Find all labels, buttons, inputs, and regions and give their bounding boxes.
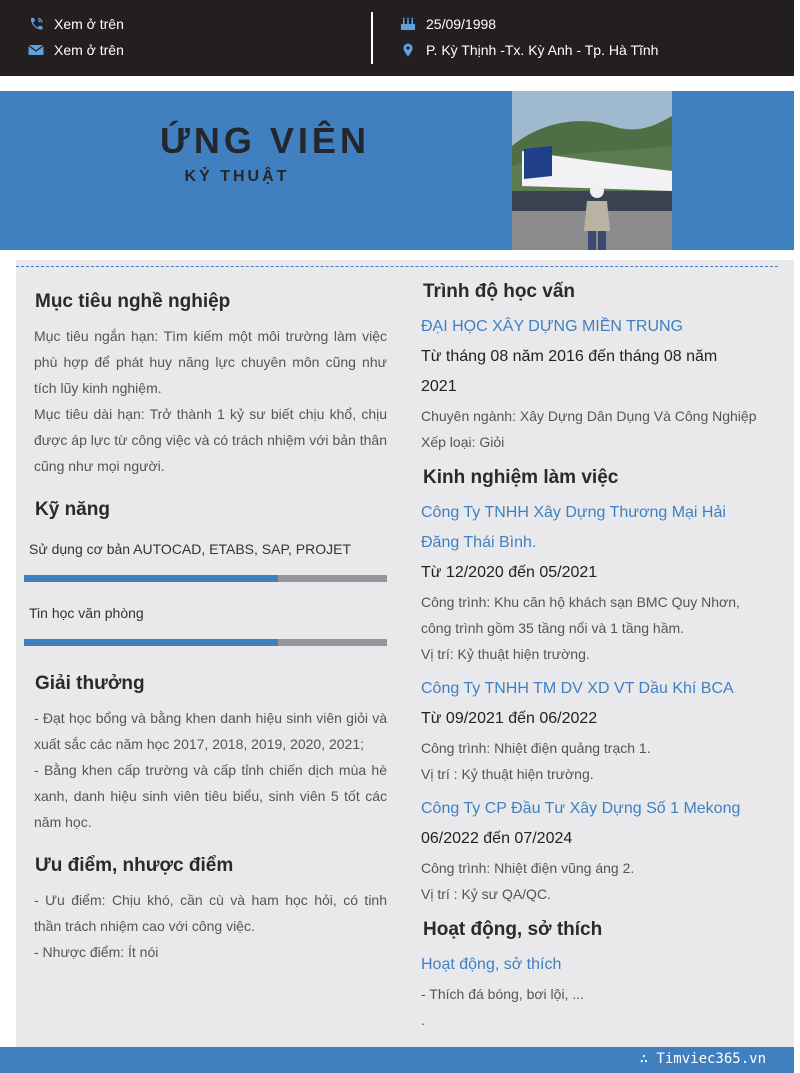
job-company: Công Ty CP Đầu Tư Xây Dựng Số 1 Mekong: [421, 800, 741, 817]
job-period: Từ 09/2021 đến 06/2022: [421, 710, 598, 727]
job-project: Công trình: Nhiệt điện vũng áng 2.: [421, 860, 635, 876]
hobbies-subtitle: Hoạt động, sở thích: [421, 956, 562, 973]
skill-level-bar: [24, 639, 387, 646]
address-text: P. Kỳ Thịnh -Tx. Kỳ Anh - Tp. Hà Tĩnh: [426, 42, 659, 58]
skill-name: Sử dụng cơ bản AUTOCAD, ETABS, SAP, PROJET: [29, 541, 352, 557]
hobbies-heading: Hoạt động, sở thích: [423, 919, 603, 940]
map-pin-icon: [400, 43, 416, 57]
contact-bar: [0, 0, 794, 76]
contact-birthday: [400, 16, 496, 32]
skill-name: Tin học văn phòng: [29, 605, 144, 621]
award-item: - Bằng khen cấp trường và cấp tỉnh chiến dịch mùa hè xanh, danh hiệu sinh viên tiêu biểu, sinh viên 5 tốt các năm học.: [34, 762, 387, 830]
job-period: Từ 12/2020 đến 05/2021: [421, 564, 598, 581]
job-role: Vị trí: Kỷ thuật hiện trường.: [421, 646, 590, 662]
contact-email: [28, 42, 124, 58]
job-role: Vị trí : Kỷ sư QA/QC.: [421, 886, 551, 902]
envelope-icon: [28, 43, 44, 57]
job-project: Công trình: Nhiệt điện quảng trạch 1.: [421, 740, 651, 756]
cake-icon: [400, 17, 416, 31]
phone-text: Xem ở trên: [54, 16, 124, 32]
job-project: Công trình: Khu căn hộ khách sạn BMC Quy Nhơn, công trình gồm 35 tầng nổi và 1 tầng hầm.: [421, 594, 740, 636]
skill-level-fill: [24, 575, 278, 582]
education-period: Từ tháng 08 năm 2016 đến tháng 08 năm 2021: [421, 348, 718, 395]
job-company: Công Ty TNHH Xây Dựng Thương Mại Hải Đăng Thái Bình.: [421, 504, 726, 551]
strengths-cons: - Nhược điểm: Ít nói: [34, 944, 159, 960]
contact-address: [400, 42, 658, 58]
skill-level-fill: [24, 639, 278, 646]
strengths-pros: - Ưu điểm: Chịu khó, cần cù và ham học hỏi, có tinh thần trách nhiệm cao với công việc.: [34, 892, 387, 934]
section-divider: [16, 266, 778, 267]
awards-heading: Giải thưởng: [35, 673, 145, 694]
job-period: 06/2022 đến 07/2024: [421, 830, 573, 847]
birthday-text: 25/09/1998: [426, 16, 497, 32]
education-grade: Xếp loại: Giỏi: [421, 434, 505, 450]
candidate-photo: [512, 91, 672, 250]
contact-divider: [371, 12, 373, 64]
career-goals-heading: Mục tiêu nghề nghiệp: [35, 291, 231, 312]
footer-brand[interactable]: ∴ Timviec365.vn: [639, 1051, 766, 1067]
award-item: - Đạt học bổng và bằng khen danh hiệu sinh viên giỏi và xuất sắc các năm học 2017, 2018, 2019, 2020, 2021;: [34, 710, 387, 752]
candidate-position: KỶ THUẬT: [184, 168, 290, 185]
long-term-goal: Mục tiêu dài hạn: Trở thành 1 kỷ sư biết chịu khổ, chịu được áp lực từ công việc và có trách nhiệm với bản thân cũng như mọi người.: [34, 406, 387, 474]
candidate-name: ỨNG VIÊN: [160, 120, 370, 161]
education-major: Chuyên ngành: Xây Dựng Dân Dụng Và Công Nghiệp: [421, 408, 757, 424]
skill-level-bar: [24, 575, 387, 582]
strengths-heading: Ưu điểm, nhược điểm: [35, 855, 234, 876]
job-role: Vị trí : Kỷ thuật hiện trường.: [421, 766, 594, 782]
footer-bar: [0, 1047, 794, 1073]
short-term-goal: Mục tiêu ngắn hạn: Tìm kiếm một môi trường làm việc phù hợp để phát huy năng lực chuyên môn cũng như tích lũy kinh nghiệm.: [34, 328, 387, 396]
job-company: Công Ty TNHH TM DV XD VT Dầu Khí BCA: [421, 680, 734, 697]
email-text: Xem ở trên: [54, 42, 124, 58]
contact-phone: [28, 16, 124, 32]
hobbies-text: - Thích đá bóng, bơi lội, ...: [421, 986, 585, 1002]
education-heading: Trình độ học vấn: [423, 281, 576, 302]
phone-icon: [28, 17, 44, 31]
experience-heading: Kinh nghiệm làm việc: [423, 467, 619, 488]
skills-heading: Kỹ năng: [35, 499, 110, 520]
hobbies-extra: .: [421, 1012, 425, 1028]
school-name: ĐẠI HỌC XÂY DỰNG MIỀN TRUNG: [421, 318, 683, 335]
